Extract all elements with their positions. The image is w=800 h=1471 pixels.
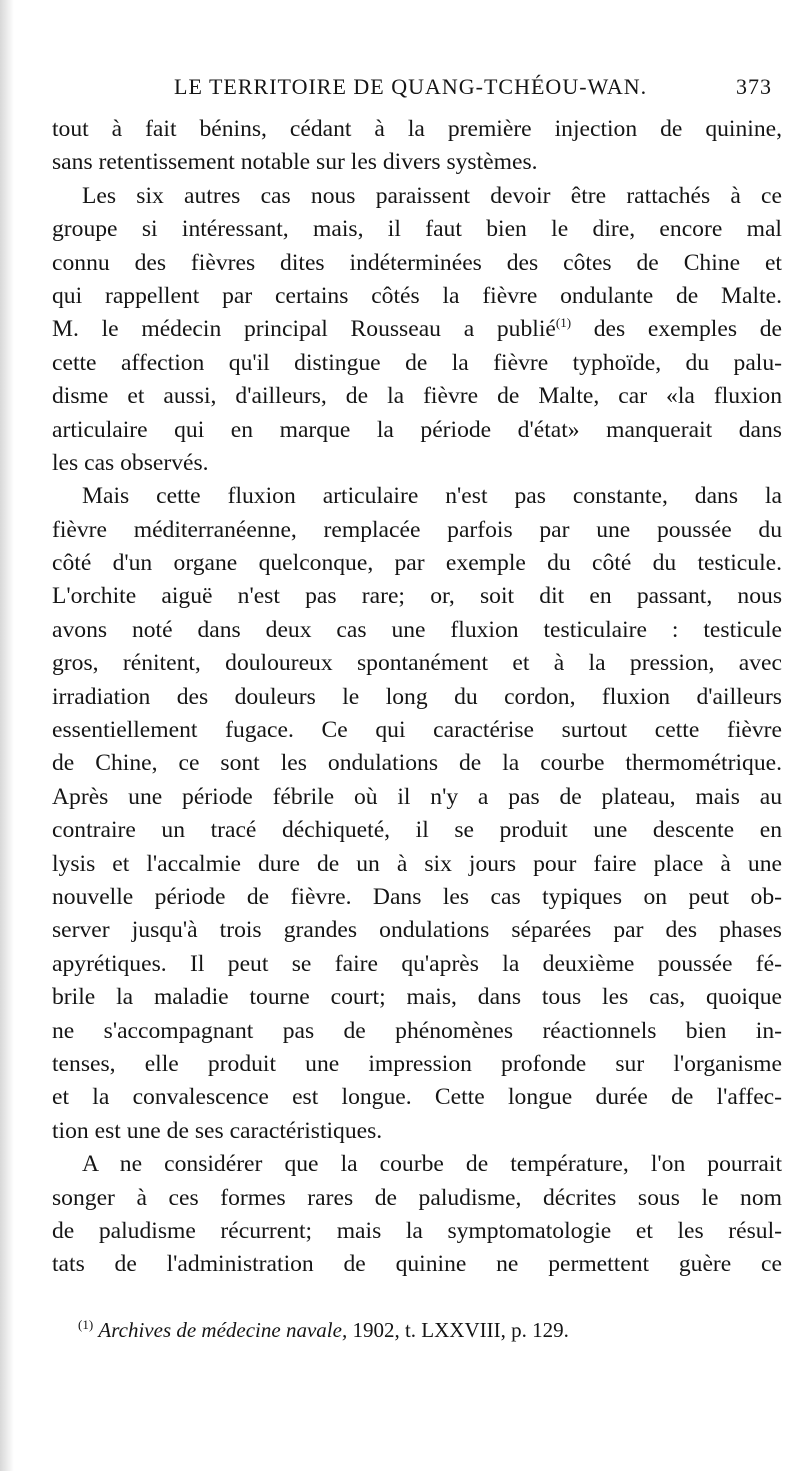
footnote-reference: (1) (555, 315, 572, 331)
paragraph-start: Mais cette fluxion articulaire n'est pas constante, dans la (82, 483, 782, 510)
text-line: songer à ces formes rares de paludisme, décrites sous le nom (52, 1184, 782, 1211)
text-fragment: M. le médecin principal Rousseau a publié (52, 316, 556, 343)
running-title: LE TERRITOIRE DE QUANG-TCHÉOU-WAN. (174, 74, 648, 99)
text-line: apyrétiques. Il peut se faire qu'après la deuxième poussée fé- (52, 950, 782, 977)
text-line: les cas observés. (52, 449, 209, 476)
text-line: tenses, elle produit une impression profonde sur l'organisme (52, 1050, 782, 1077)
text-line: tion est une de ses caractéristiques. (52, 1117, 383, 1144)
text-line: Après une période fébrile où il n'y a pas de plateau, mais au (52, 783, 782, 810)
text-line: essentiellement fugace. Ce qui caractérise surtout cette fièvre (52, 717, 782, 744)
text-line: fièvre méditerranéenne, remplacée parfois par une poussée du (52, 516, 782, 543)
paragraph-start: Les six autres cas nous paraissent devoir être rattachés à ce (82, 182, 782, 209)
text-line: cette affection qu'il distingue de la fièvre typhoïde, du palu- (52, 349, 782, 376)
text-line: sans retentissement notable sur les divers systèmes. (52, 149, 538, 176)
text-line: lysis et l'accalmie dure de un à six jours pour faire place à une (52, 850, 782, 877)
text-line: gros, rénitent, douloureux spontanément et à la pression, avec (52, 650, 782, 677)
footnote-citation: 1902, t. LXXVIII, p. 129. (347, 1318, 569, 1342)
text-line: ne s'accompagnant pas de phénomènes réactionnels bien in- (52, 1017, 782, 1044)
text-line-with-footnote-ref (52, 313, 782, 346)
text-line: L'orchite aiguë n'est pas rare; or, soit dit en passant, nous (52, 583, 782, 610)
text-line: disme et aussi, d'ailleurs, de la fièvre de Malte, car «la fluxion (52, 383, 782, 410)
paragraph-start: A ne considérer que la courbe de température, l'on pourrait (82, 1151, 782, 1178)
text-line: côté d'un organe quelconque, par exemple du côté du testicule. (52, 550, 782, 577)
text-line: brile la maladie tourne court; mais, dans tous les cas, quoique (52, 984, 782, 1011)
text-line: connu des fièvres dites indéterminées des côtes de Chine et (52, 249, 782, 276)
text-line: tout à fait bénins, cédant à la première injection de quinine, (52, 116, 782, 142)
footnote-marker: (1) (78, 1317, 94, 1332)
text-line: qui rappellent par certains côtés la fièvre ondulante de Malte. (52, 282, 782, 309)
text-line: articulaire qui en marque la période d'état» manquerait dans (52, 416, 782, 443)
text-line: et la convalescence est longue. Cette longue durée de l'affec- (52, 1084, 782, 1111)
text-line: nouvelle période de fièvre. Dans les cas typiques on peut ob- (52, 883, 782, 910)
body-text (52, 113, 782, 1282)
text-fragment: des exemples de (571, 316, 782, 343)
text-line: de paludisme récurrent; mais la symptomatologie et les résul- (52, 1217, 782, 1244)
text-line: de Chine, ce sont les ondulations de la courbe thermométrique. (52, 750, 782, 777)
page-header (52, 68, 772, 108)
text-line: server jusqu'à trois grandes ondulations séparées par des phases (52, 917, 782, 944)
text-line: tats de l'administration de quinine ne permettent guère ce (52, 1251, 782, 1278)
text-line: groupe si intéressant, mais, il faut bien le dire, encore mal (52, 216, 782, 243)
text-line: irradiation des douleurs le long du cordon, fluxion d'ailleurs (52, 683, 782, 710)
footnote (78, 1318, 758, 1343)
page-edge-shadow (0, 0, 14, 1471)
text-line: avons noté dans deux cas une fluxion testiculaire : testicule (52, 616, 782, 643)
footnote-source-title: Archives de médecine navale, (98, 1318, 348, 1342)
page-number: 373 (736, 74, 772, 99)
text-line: contraire un tracé déchiqueté, il se produit une descente en (52, 817, 782, 844)
